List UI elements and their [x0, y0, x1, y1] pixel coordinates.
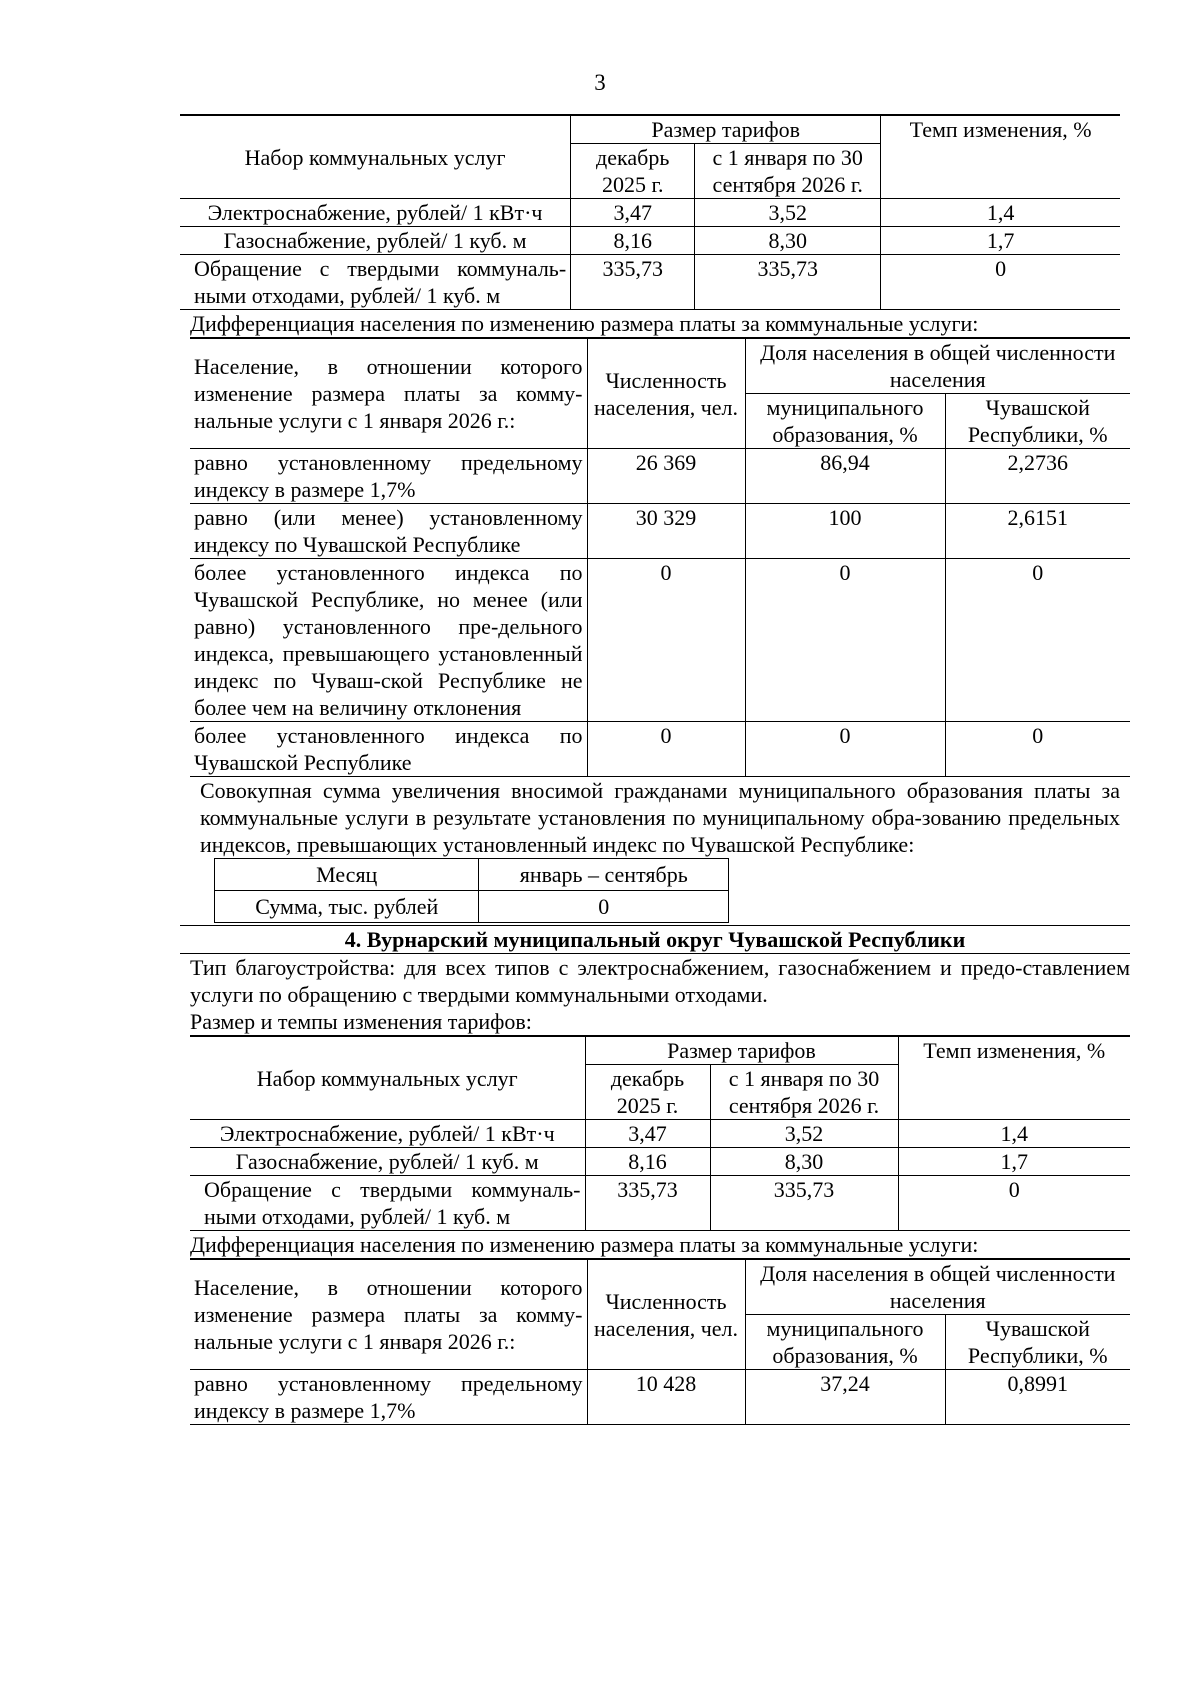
- col-period-header: январь – сентябрь: [479, 859, 729, 891]
- population-mun-share: 100: [745, 504, 945, 559]
- section-4-type: Тип благоустройства: для всех типов с электроснабжением, газоснабжением и предо-ставлением услуги по обращению с твердыми коммунальными отходами.: [190, 955, 1130, 1007]
- table-row: [190, 559, 1130, 722]
- col-population-header: Население, в отношении которого изменение размера платы за комму-нальные услуги с 1 января 2026 г.:: [190, 1260, 587, 1370]
- tariff-dec: 335,73: [571, 255, 695, 310]
- population-count: 0: [587, 559, 745, 722]
- population-rep-share: 2,6151: [945, 504, 1130, 559]
- population-mun-share: 86,94: [745, 449, 945, 504]
- tariff-jan: 8,30: [710, 1148, 898, 1176]
- service-name: Обращение с твердыми коммуналь-ными отходами, рублей/ 1 куб. м: [180, 255, 571, 310]
- sum-table: [214, 858, 729, 923]
- tariff-rate: 1,4: [881, 199, 1120, 227]
- population-rep-share: 0: [945, 722, 1130, 777]
- col-jan-header: с 1 января по 30 сентября 2026 г.: [710, 1065, 898, 1120]
- service-name: Газоснабжение, рублей/ 1 куб. м: [190, 1148, 585, 1176]
- service-name: Обращение с твердыми коммуналь-ными отходами, рублей/ 1 куб. м: [190, 1176, 585, 1231]
- population-label: более установленного индекса по Чувашской Республике: [190, 722, 587, 777]
- page-number: 3: [594, 70, 606, 95]
- section-4-diff-caption: Дифференциация населения по изменению размера платы за коммунальные услуги:: [190, 1231, 1130, 1259]
- population-label: равно установленному предельному индексу в размере 1,7%: [190, 449, 587, 504]
- table-row: [190, 1370, 1130, 1425]
- table-row: [190, 1120, 1130, 1148]
- section-4-population-table: [190, 1259, 1130, 1425]
- section-4-size-caption: Размер и темпы изменения тарифов:: [190, 1009, 532, 1034]
- population-count: 26 369: [587, 449, 745, 504]
- col-mun-header: муниципального образования, %: [745, 394, 945, 449]
- tariff-dec: 3,47: [585, 1120, 710, 1148]
- population-mun-share: 0: [745, 722, 945, 777]
- section-4-title: 4. Вурнарский муниципальный округ Чувашской Республики: [180, 925, 1130, 954]
- tariff-dec: 335,73: [585, 1176, 710, 1231]
- table-row: [190, 722, 1130, 777]
- col-count-header: Численность населения, чел.: [587, 339, 745, 449]
- tariff-rate: 1,7: [898, 1148, 1130, 1176]
- population-mun-share: 37,24: [745, 1370, 945, 1425]
- tariff-jan: 335,73: [695, 255, 881, 310]
- tariff-rate: 0: [898, 1176, 1130, 1231]
- tariff-jan: 3,52: [710, 1120, 898, 1148]
- tariff-dec: 8,16: [571, 227, 695, 255]
- col-count-header: Численность населения, чел.: [587, 1260, 745, 1370]
- col-month-header: Месяц: [215, 859, 479, 891]
- population-label: более установленного индекса по Чувашской Республике, но менее (или равно) установленного пре-дельного индекса, превышающего установленный индекс по Чуваш-ской Республике не более чем на величину отклонения: [190, 559, 587, 722]
- sum-value: 0: [479, 891, 729, 923]
- tariff-rate: 1,7: [881, 227, 1120, 255]
- population-label: равно установленному предельному индексу в размере 1,7%: [190, 1370, 587, 1425]
- tariff-dec: 8,16: [585, 1148, 710, 1176]
- table-row: [180, 255, 1120, 310]
- table-row: [180, 199, 1120, 227]
- tariff-table: [180, 114, 1120, 310]
- table-row: [190, 449, 1130, 504]
- col-rep-header: Чувашской Республики, %: [945, 394, 1130, 449]
- col-rep-header: Чувашской Республики, %: [945, 1315, 1130, 1370]
- col-jan-header: с 1 января по 30 сентября 2026 г.: [695, 144, 881, 199]
- col-service-header: Набор коммунальных услуг: [190, 1036, 585, 1120]
- col-size-header: Размер тарифов: [571, 115, 881, 144]
- col-dec-header: декабрь 2025 г.: [585, 1065, 710, 1120]
- col-rate-header: Темп изменения, %: [881, 115, 1120, 199]
- document-body: [190, 114, 1130, 1425]
- tariff-rate: 0: [881, 255, 1120, 310]
- section-4-tariff-table: [190, 1035, 1130, 1231]
- population-label: равно (или менее) установленному индексу по Чувашской Республике: [190, 504, 587, 559]
- table-row: [190, 1176, 1130, 1231]
- tariff-dec: 3,47: [571, 199, 695, 227]
- service-name: Электроснабжение, рублей/ 1 кВт·ч: [180, 199, 571, 227]
- col-rate-header: Темп изменения, %: [898, 1036, 1130, 1120]
- table-row: [215, 891, 729, 923]
- col-mun-header: муниципального образования, %: [745, 1315, 945, 1370]
- table-row: [180, 227, 1120, 255]
- population-count: 30 329: [587, 504, 745, 559]
- col-share-header: Доля населения в общей численности населения: [745, 1260, 1130, 1315]
- population-rep-share: 0: [945, 559, 1130, 722]
- population-rep-share: 0,8991: [945, 1370, 1130, 1425]
- diff-caption: Дифференциация населения по изменению размера платы за коммунальные услуги:: [190, 310, 1130, 338]
- col-service-header: Набор коммунальных услуг: [180, 115, 571, 199]
- tariff-rate: 1,4: [898, 1120, 1130, 1148]
- tariff-jan: 8,30: [695, 227, 881, 255]
- table-row: [190, 504, 1130, 559]
- population-count: 10 428: [587, 1370, 745, 1425]
- population-table: [190, 338, 1130, 777]
- sum-label: Сумма, тыс. рублей: [215, 891, 479, 923]
- tariff-jan: 335,73: [710, 1176, 898, 1231]
- population-rep-share: 2,2736: [945, 449, 1130, 504]
- col-population-header: Население, в отношении которого изменение размера платы за комму-нальные услуги с 1 января 2026 г.:: [190, 339, 587, 449]
- col-size-header: Размер тарифов: [585, 1036, 898, 1065]
- table-row: [190, 1148, 1130, 1176]
- total-increase-text: Совокупная сумма увеличения вносимой гражданами муниципального образования платы за коммунальные услуги в результате установления по муниципальному обра-зованию предельных индексов, превышающих установленный индекс по Чувашской Республике:: [200, 778, 1120, 857]
- service-name: Электроснабжение, рублей/ 1 кВт·ч: [190, 1120, 585, 1148]
- tariff-jan: 3,52: [695, 199, 881, 227]
- population-count: 0: [587, 722, 745, 777]
- col-dec-header: декабрь 2025 г.: [571, 144, 695, 199]
- service-name: Газоснабжение, рублей/ 1 куб. м: [180, 227, 571, 255]
- col-share-header: Доля населения в общей численности населения: [745, 339, 1130, 394]
- population-mun-share: 0: [745, 559, 945, 722]
